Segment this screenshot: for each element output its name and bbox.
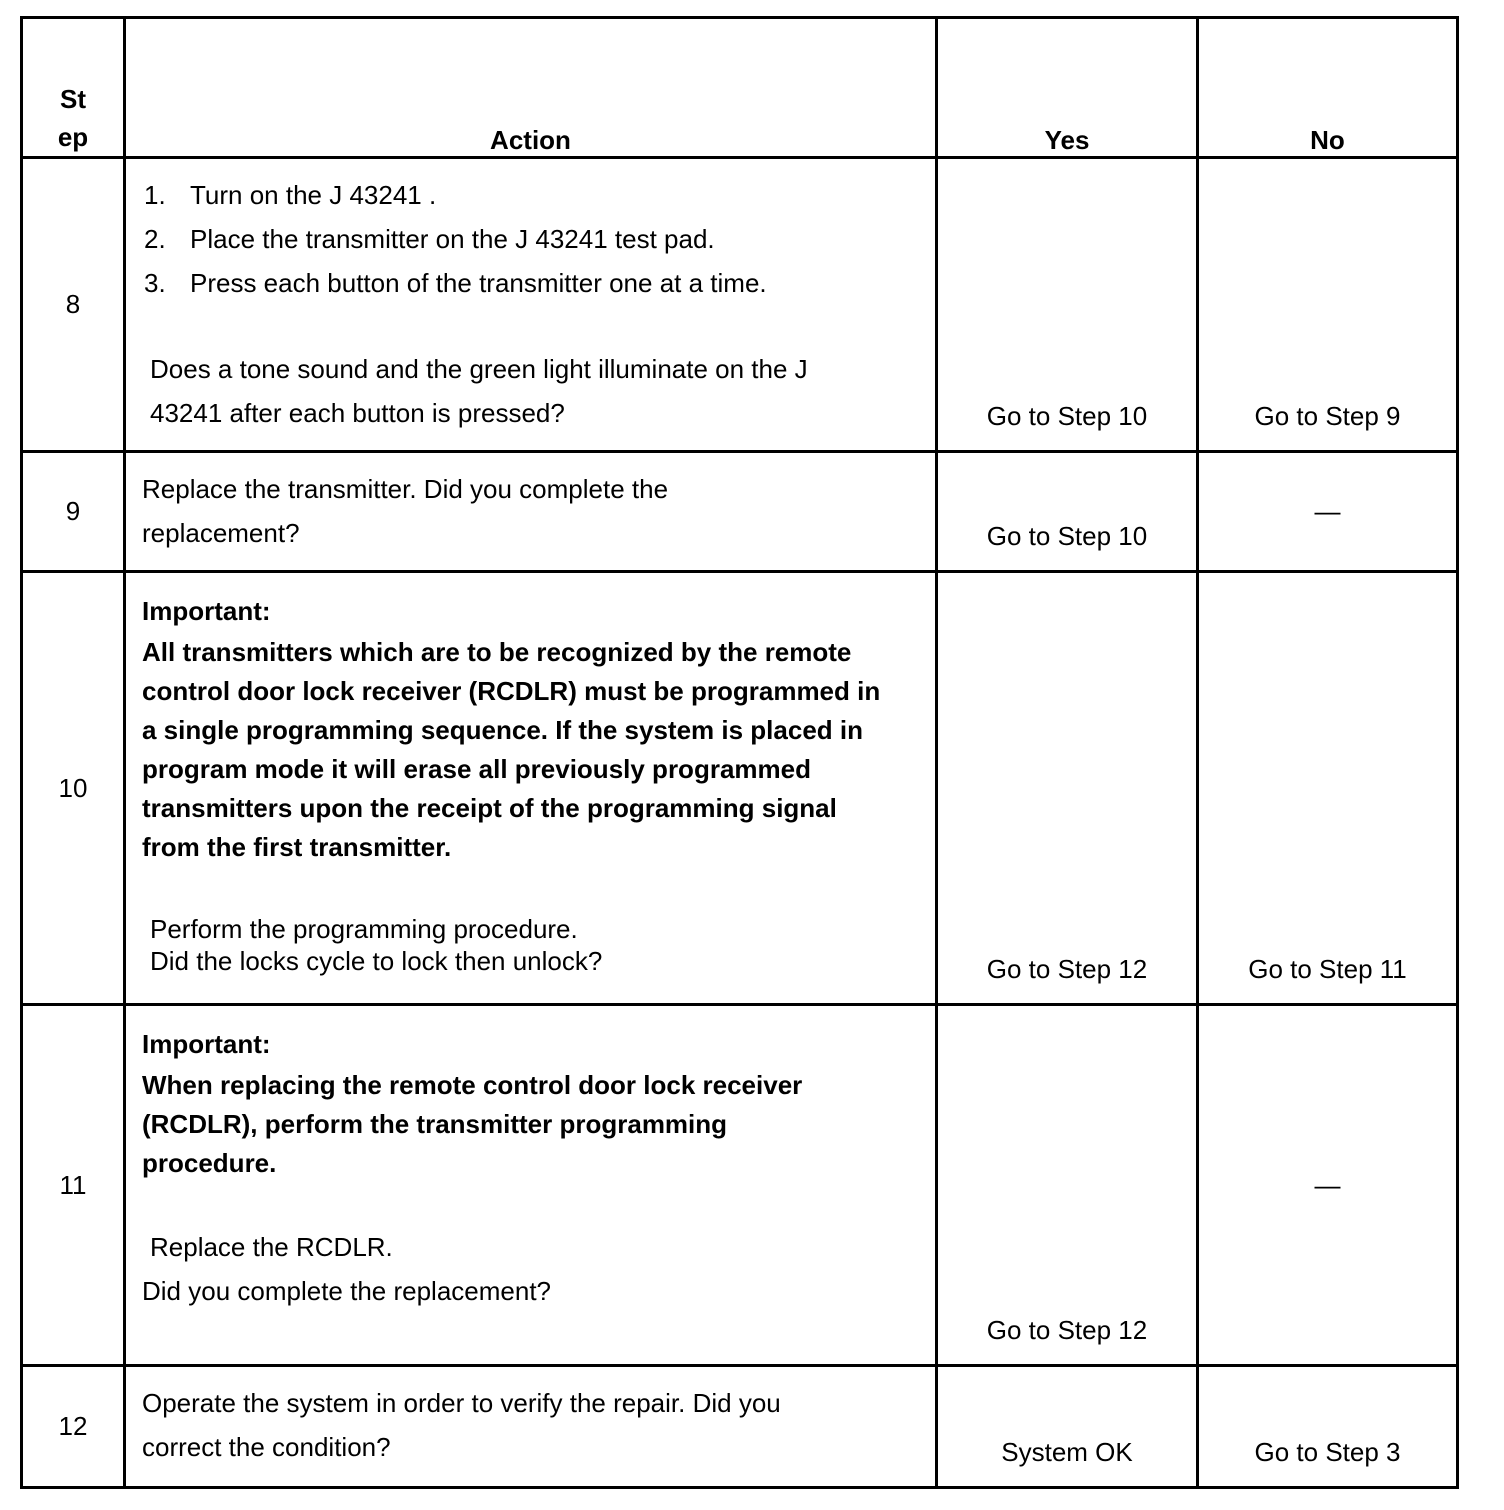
no-result: — bbox=[1198, 452, 1458, 572]
no-result: — bbox=[1198, 1005, 1458, 1366]
important-label: Important: bbox=[142, 596, 271, 626]
table-row bbox=[22, 1366, 1458, 1488]
question-text: Did the locks cycle to lock then unlock? bbox=[150, 946, 603, 976]
header-step-line1: St bbox=[60, 84, 86, 114]
action-text: Operate the system in order to verify the repair. Did you correct the condition? bbox=[142, 1388, 781, 1462]
question-text: Does a tone sound and the green light illuminate on the J 43241 after each button is pressed? bbox=[150, 354, 808, 428]
list-item bbox=[142, 173, 919, 217]
action-cell bbox=[125, 572, 937, 1005]
list-item-number: 1. bbox=[144, 180, 166, 210]
table-row bbox=[22, 158, 1458, 452]
header-action: Action bbox=[125, 18, 937, 158]
question-text: Did you complete the replacement? bbox=[142, 1276, 552, 1306]
header-step bbox=[22, 18, 125, 158]
action-line: Perform the programming procedure. bbox=[150, 914, 578, 944]
list-item-number: 3. bbox=[144, 268, 166, 298]
important-label: Important: bbox=[142, 1029, 271, 1059]
no-result: Go to Step 11 bbox=[1198, 572, 1458, 1005]
step-number: 8 bbox=[22, 158, 125, 452]
no-result: Go to Step 3 bbox=[1198, 1366, 1458, 1488]
action-cell bbox=[125, 1366, 937, 1488]
step-number: 11 bbox=[22, 1005, 125, 1366]
table-row bbox=[22, 1005, 1458, 1366]
list-item-text: Press each button of the transmitter one at a time. bbox=[190, 268, 767, 298]
header-no: No bbox=[1198, 18, 1458, 158]
table-row bbox=[22, 572, 1458, 1005]
action-cell bbox=[125, 158, 937, 452]
no-result: Go to Step 9 bbox=[1198, 158, 1458, 452]
header-yes: Yes bbox=[937, 18, 1198, 158]
header-row bbox=[22, 18, 1458, 158]
step-number: 10 bbox=[22, 572, 125, 1005]
header-step-line2: ep bbox=[57, 122, 89, 152]
action-cell bbox=[125, 452, 937, 572]
step-number: 12 bbox=[22, 1366, 125, 1488]
yes-result: Go to Step 10 bbox=[937, 452, 1198, 572]
list-item-text: Turn on the J 43241 . bbox=[190, 180, 437, 210]
yes-result: Go to Step 12 bbox=[937, 1005, 1198, 1366]
yes-result: System OK bbox=[937, 1366, 1198, 1488]
important-text: All transmitters which are to be recognized by the remote control door lock receiver (RCDLR) must be programmed in a single programming sequence. If the system is placed in program mode it will erase all previously programmed transmitters upon the receipt of the programming signal from the first transmitter. bbox=[142, 637, 881, 862]
list-item bbox=[142, 261, 919, 305]
yes-result: Go to Step 10 bbox=[937, 158, 1198, 452]
diagnostic-table bbox=[20, 16, 1459, 1489]
yes-result: Go to Step 12 bbox=[937, 572, 1198, 1005]
table-row bbox=[22, 452, 1458, 572]
action-text: Replace the transmitter. Did you complete the replacement? bbox=[142, 474, 669, 548]
action-line: Replace the RCDLR. bbox=[150, 1232, 393, 1262]
action-cell bbox=[125, 1005, 937, 1366]
list-item-text: Place the transmitter on the J 43241 test pad. bbox=[190, 224, 715, 254]
list-item-number: 2. bbox=[144, 224, 166, 254]
procedure-list bbox=[142, 173, 919, 305]
list-item bbox=[142, 217, 919, 261]
step-number: 9 bbox=[22, 452, 125, 572]
important-text: When replacing the remote control door lock receiver (RCDLR), perform the transmitter programming procedure. bbox=[142, 1070, 803, 1178]
